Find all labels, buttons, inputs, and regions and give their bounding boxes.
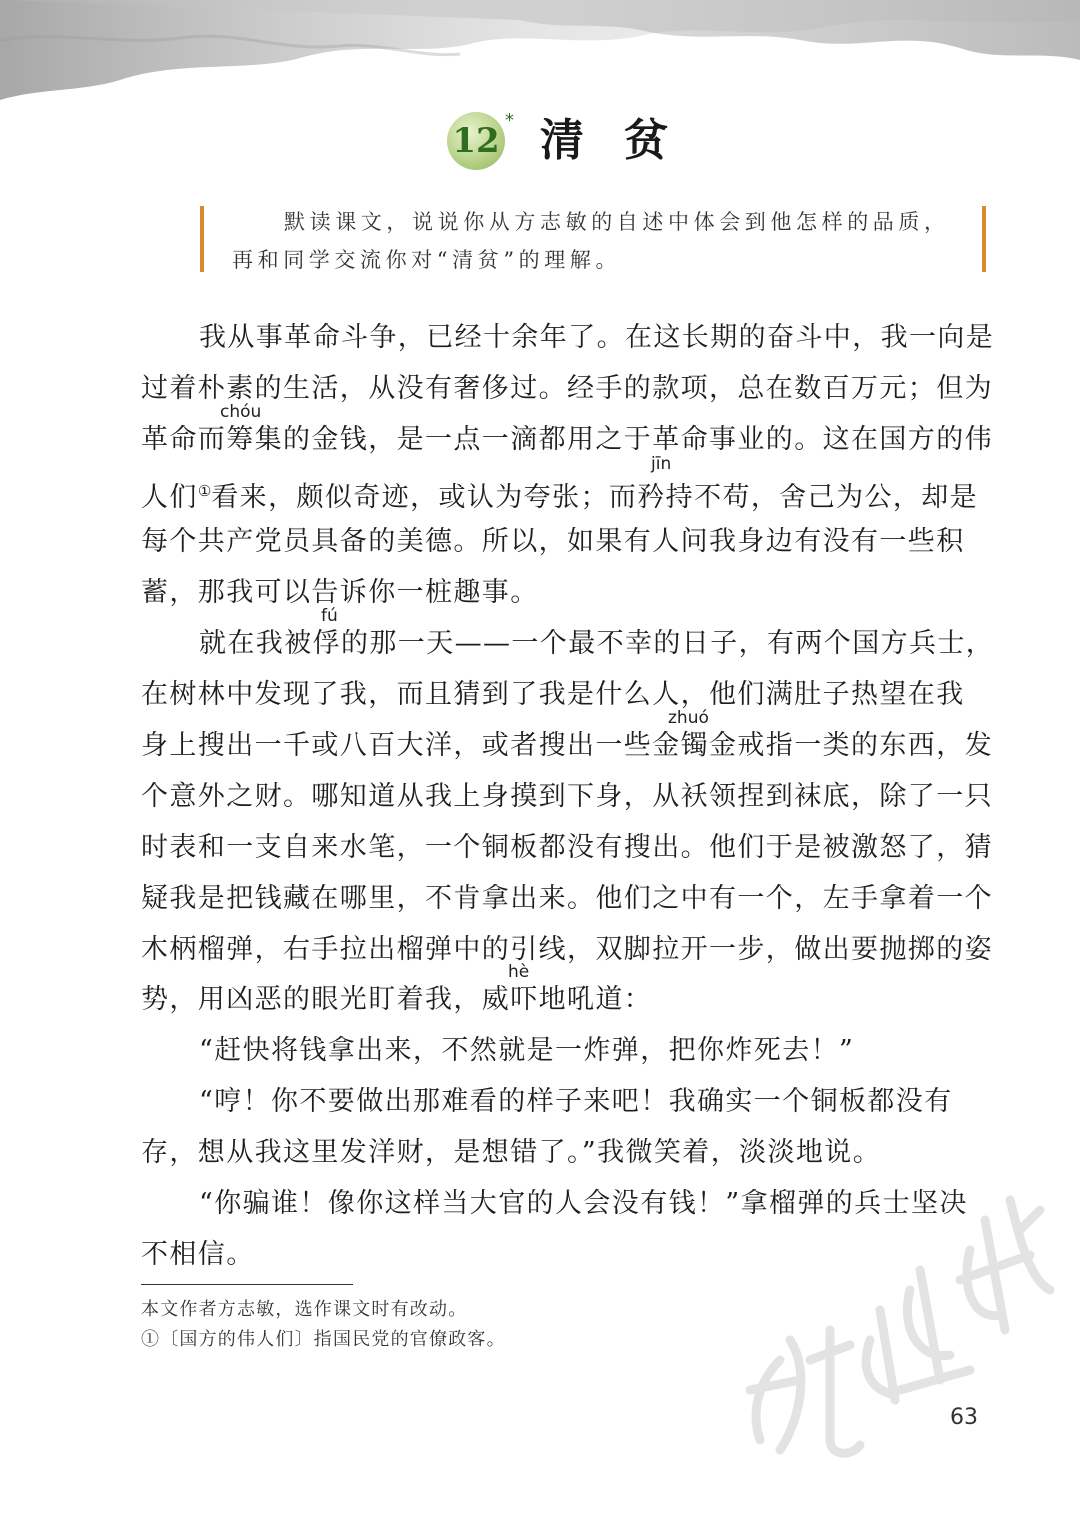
- prompt-line: 再和同学交流你对“清贫”的理解。: [232, 248, 622, 272]
- body-line: 木柄榴弹，右手拉出榴弹中的引线，双脚拉开一步，做出要抛掷的姿: [141, 934, 993, 965]
- body-line: 我从事革命斗争，已经十余年了。在这长期的奋斗中，我一向是: [199, 322, 995, 353]
- body-line: “哼！你不要做出那难看的样子来吧！我确实一个铜板都没有: [199, 1086, 953, 1117]
- pinyin-annotation: chóu: [220, 402, 262, 422]
- footnote-divider: [141, 1284, 353, 1285]
- watermark-logo: [720, 1140, 1060, 1470]
- reading-prompt-box: [198, 200, 990, 276]
- body-line: 个意外之财。哪知道从我上身摸到下身，从袄领捏到袜底，除了一只: [141, 781, 993, 812]
- body-line: 蓄，那我可以告诉你一桩趣事。: [141, 577, 539, 608]
- page-number: 63: [950, 1405, 978, 1430]
- prompt-bar-right: [982, 206, 986, 272]
- body-line: “赶快将钱拿出来，不然就是一炸弹，把你炸死去！”: [199, 1035, 855, 1066]
- body-line: [141, 471, 978, 518]
- prompt-bar-left: [200, 206, 204, 272]
- pinyin-annotation: jīn: [651, 454, 672, 474]
- self-study-marker: *: [505, 110, 514, 131]
- body-line: 疑我是把钱藏在哪里，不肯拿出来。他们之中有一个，左手拿着一个: [141, 883, 993, 914]
- body-line: 每个共产党员具备的美德。所以，如果有人问我身边有没有一些积: [141, 526, 965, 557]
- body-line: 过着朴素的生活，从没有奢侈过。经手的款项，总在数百万元；但为: [141, 373, 993, 404]
- pinyin-annotation: hè: [508, 962, 530, 982]
- body-line: 存，想从我这里发洋财，是想错了。”我微笑着，淡淡地说。: [141, 1137, 882, 1168]
- body-text-span: 看来，颇似奇迹，或认为夸张；而矜持不苟，舍己为公，却是: [211, 482, 979, 513]
- lesson-title: 清贫: [540, 115, 708, 166]
- body-text-span: 人们: [141, 482, 198, 513]
- body-line: 时表和一支自来水笔，一个铜板都没有搜出。他们于是被激怒了，猜: [141, 832, 993, 863]
- pinyin-annotation: zhuó: [668, 708, 709, 728]
- prompt-line: 默读课文，说说你从方志敏的自述中体会到他怎样的品质，: [284, 210, 950, 234]
- body-line: “你骗谁！像你这样当大官的人会没有钱！”拿榴弹的兵士坚决: [199, 1188, 968, 1219]
- lesson-number-badge: [447, 112, 505, 170]
- body-line: 不相信。: [141, 1239, 255, 1270]
- footnote-ref: ①: [197, 482, 212, 500]
- footnote-source: 本文作者方志敏，选作课文时有改动。: [141, 1299, 468, 1320]
- lesson-title-row: [0, 108, 1080, 178]
- footnote-1: ①〔国方的伟人们〕指国民党的官僚政客。: [141, 1329, 506, 1350]
- pinyin-annotation: fú: [321, 606, 338, 626]
- body-line: 就在我被俘的那一天——一个最不幸的日子，有两个国方兵士，: [199, 628, 995, 659]
- body-line: 在树林中发现了我，而且猜到了我是什么人，他们满肚子热望在我: [141, 679, 965, 710]
- lesson-number: 12: [452, 121, 500, 161]
- body-line: 势，用凶恶的眼光盯着我，威吓地吼道：: [141, 984, 653, 1015]
- body-line: 身上搜出一千或八百大洋，或者搜出一些金镯金戒指一类的东西，发: [141, 730, 993, 761]
- body-line: 革命而筹集的金钱，是一点一滴都用之于革命事业的。这在国方的伟: [141, 424, 993, 455]
